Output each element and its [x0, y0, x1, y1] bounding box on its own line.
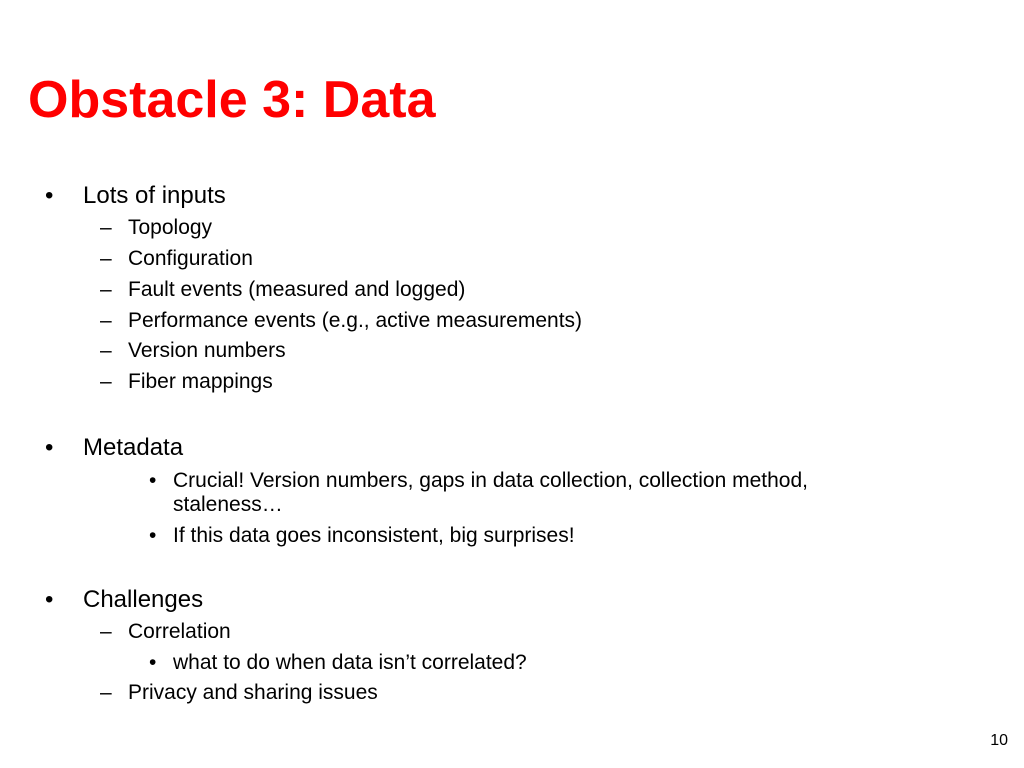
- dash-marker: –: [100, 620, 112, 643]
- sub-item-text: Performance events (e.g., active measurements): [128, 309, 583, 332]
- bullet-marker: •: [149, 651, 157, 674]
- sub-item-text: If this data goes inconsistent, big surprises!: [173, 524, 575, 547]
- sub-item-configuration: [100, 246, 253, 272]
- sub-item-text: Fiber mappings: [128, 370, 273, 393]
- sub-item-fault-events: [100, 277, 466, 303]
- sub-item-text: Topology: [128, 216, 213, 239]
- sub-item-text: Privacy and sharing issues: [128, 681, 378, 704]
- sub-item-text: Fault events (measured and logged): [128, 278, 466, 301]
- bullet-text: Metadata: [83, 434, 184, 461]
- bullet-marker: •: [45, 182, 54, 209]
- sub-item-topology: [100, 215, 213, 241]
- dash-marker: –: [100, 681, 112, 704]
- sub-item-text: staleness…: [173, 493, 283, 516]
- bullet-marker: •: [149, 469, 157, 492]
- bullet-marker: •: [149, 524, 157, 547]
- sub-item-inconsistent: [149, 523, 575, 548]
- sub-item-text: Version numbers: [128, 339, 286, 362]
- bullet-item-lots-of-inputs: [45, 182, 226, 210]
- bullet-item-metadata: [45, 434, 184, 462]
- bullet-text: Challenges: [83, 586, 204, 613]
- sub-item-crucial-continuation: [173, 492, 283, 517]
- dash-marker: –: [100, 278, 112, 301]
- dash-marker: –: [100, 247, 112, 270]
- sub-item-text: Correlation: [128, 620, 231, 643]
- sub-item-privacy: [100, 680, 378, 706]
- sub-item-version-numbers: [100, 338, 286, 364]
- bullet-text: Lots of inputs: [83, 182, 226, 209]
- sub-item-performance-events: [100, 308, 583, 334]
- sub-item-text: Crucial! Version numbers, gaps in data collection, collection method,: [173, 469, 809, 492]
- slide-title: Obstacle 3: Data: [28, 71, 436, 129]
- bullet-item-challenges: [45, 586, 204, 614]
- sub-item-text: Configuration: [128, 247, 253, 270]
- page-number: 10: [990, 732, 1008, 749]
- sub-item-crucial: [149, 468, 809, 493]
- dash-marker: –: [100, 339, 112, 362]
- sub-item-fiber-mappings: [100, 369, 273, 395]
- dash-marker: –: [100, 309, 112, 332]
- sub-item-correlation: [100, 619, 231, 645]
- bullet-marker: •: [45, 586, 54, 613]
- dash-marker: –: [100, 370, 112, 393]
- dash-marker: –: [100, 216, 112, 239]
- sub-sub-item-not-correlated: [149, 650, 527, 675]
- sub-item-text: what to do when data isn’t correlated?: [173, 651, 527, 674]
- bullet-marker: •: [45, 434, 54, 461]
